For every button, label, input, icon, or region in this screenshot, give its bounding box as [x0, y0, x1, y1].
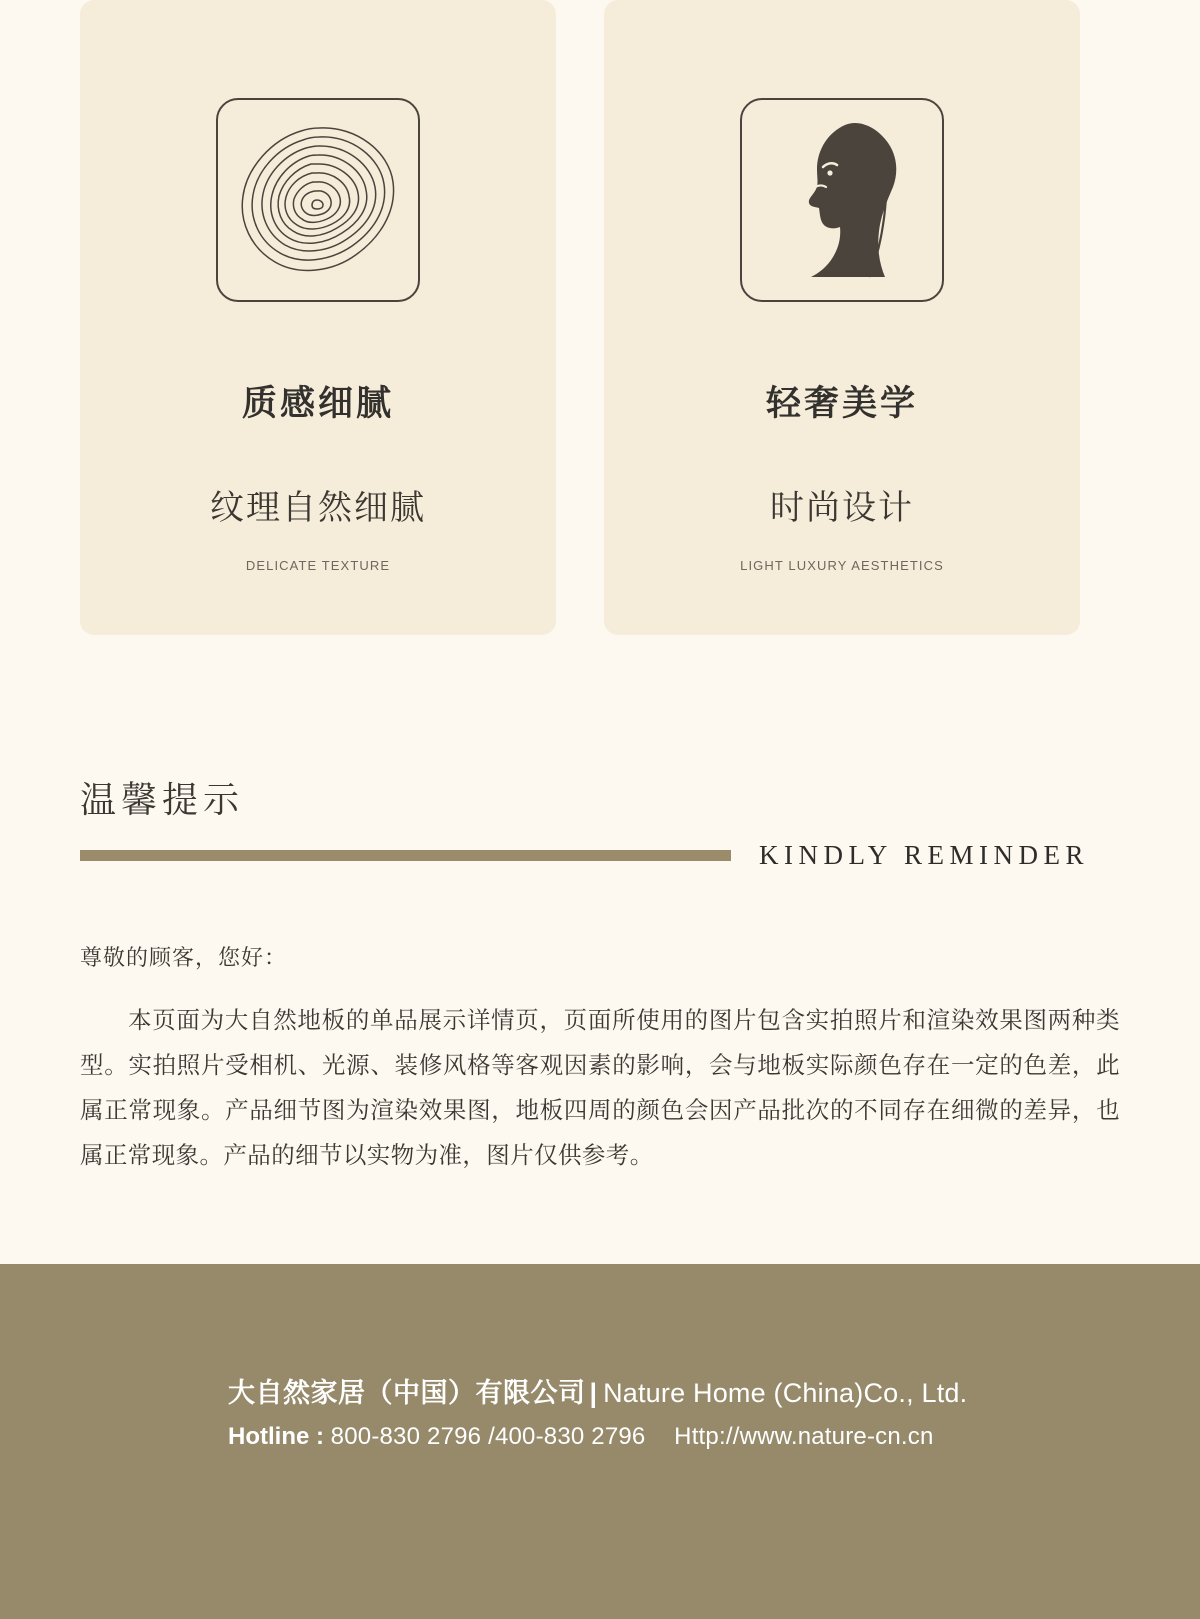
feature-card-aesthetics — [604, 0, 1080, 635]
reminder-rule-row — [80, 840, 1120, 871]
feature-subtitle: 纹理自然细腻 — [210, 489, 426, 527]
feature-english: LIGHT LUXURY AESTHETICS — [740, 558, 944, 573]
feature-title: 质感细腻 — [241, 384, 394, 423]
wood-grain-texture-icon — [216, 98, 420, 302]
woman-profile-icon — [740, 98, 944, 302]
reminder-title: 温馨提示 — [80, 779, 245, 820]
feature-title: 轻奢美学 — [765, 384, 918, 423]
footer-hotline-numbers: 800-830 2796 /400-830 2796 — [330, 1423, 646, 1451]
feature-cards — [0, 0, 1200, 635]
page-footer — [0, 1264, 1200, 1619]
kindly-reminder-section — [0, 779, 1200, 1178]
footer-company-line — [228, 1377, 967, 1409]
footer-company-cn: 大自然家居（中国）有限公司 — [228, 1378, 586, 1408]
feature-subtitle: 时尚设计 — [770, 489, 914, 527]
feature-card-texture — [80, 0, 556, 635]
footer-contact-line — [228, 1423, 967, 1452]
feature-english: DELICATE TEXTURE — [245, 558, 391, 573]
footer-company-en: Nature Home (China)Co., Ltd. — [603, 1378, 968, 1408]
footer-separator: | — [589, 1378, 598, 1408]
footer-content — [228, 1377, 967, 1452]
reminder-accent-bar — [80, 850, 731, 861]
footer-hotline-label: Hotline : — [228, 1423, 324, 1451]
reminder-english-title: KINDLY REMINDER — [759, 840, 1090, 870]
reminder-greeting: 尊敬的顾客，您好： — [80, 945, 288, 970]
reminder-body: 本页面为大自然地板的单品展示详情页，页面所使用的图片包含实拍照片和渲染效果图两种类型。实拍照片受相机、光源、装修风格等客观因素的影响，会与地板实际颜色存在一定的色差，此属正常现象。产品细节图为渲染效果图，地板四周的颜色会因产品批次的不同存在细微的差异，也属正常现象。产品的细节以实物为准，图片仅供参考。 — [80, 1007, 1120, 1168]
footer-website[interactable]: Http://www.nature-cn.cn — [674, 1423, 934, 1451]
